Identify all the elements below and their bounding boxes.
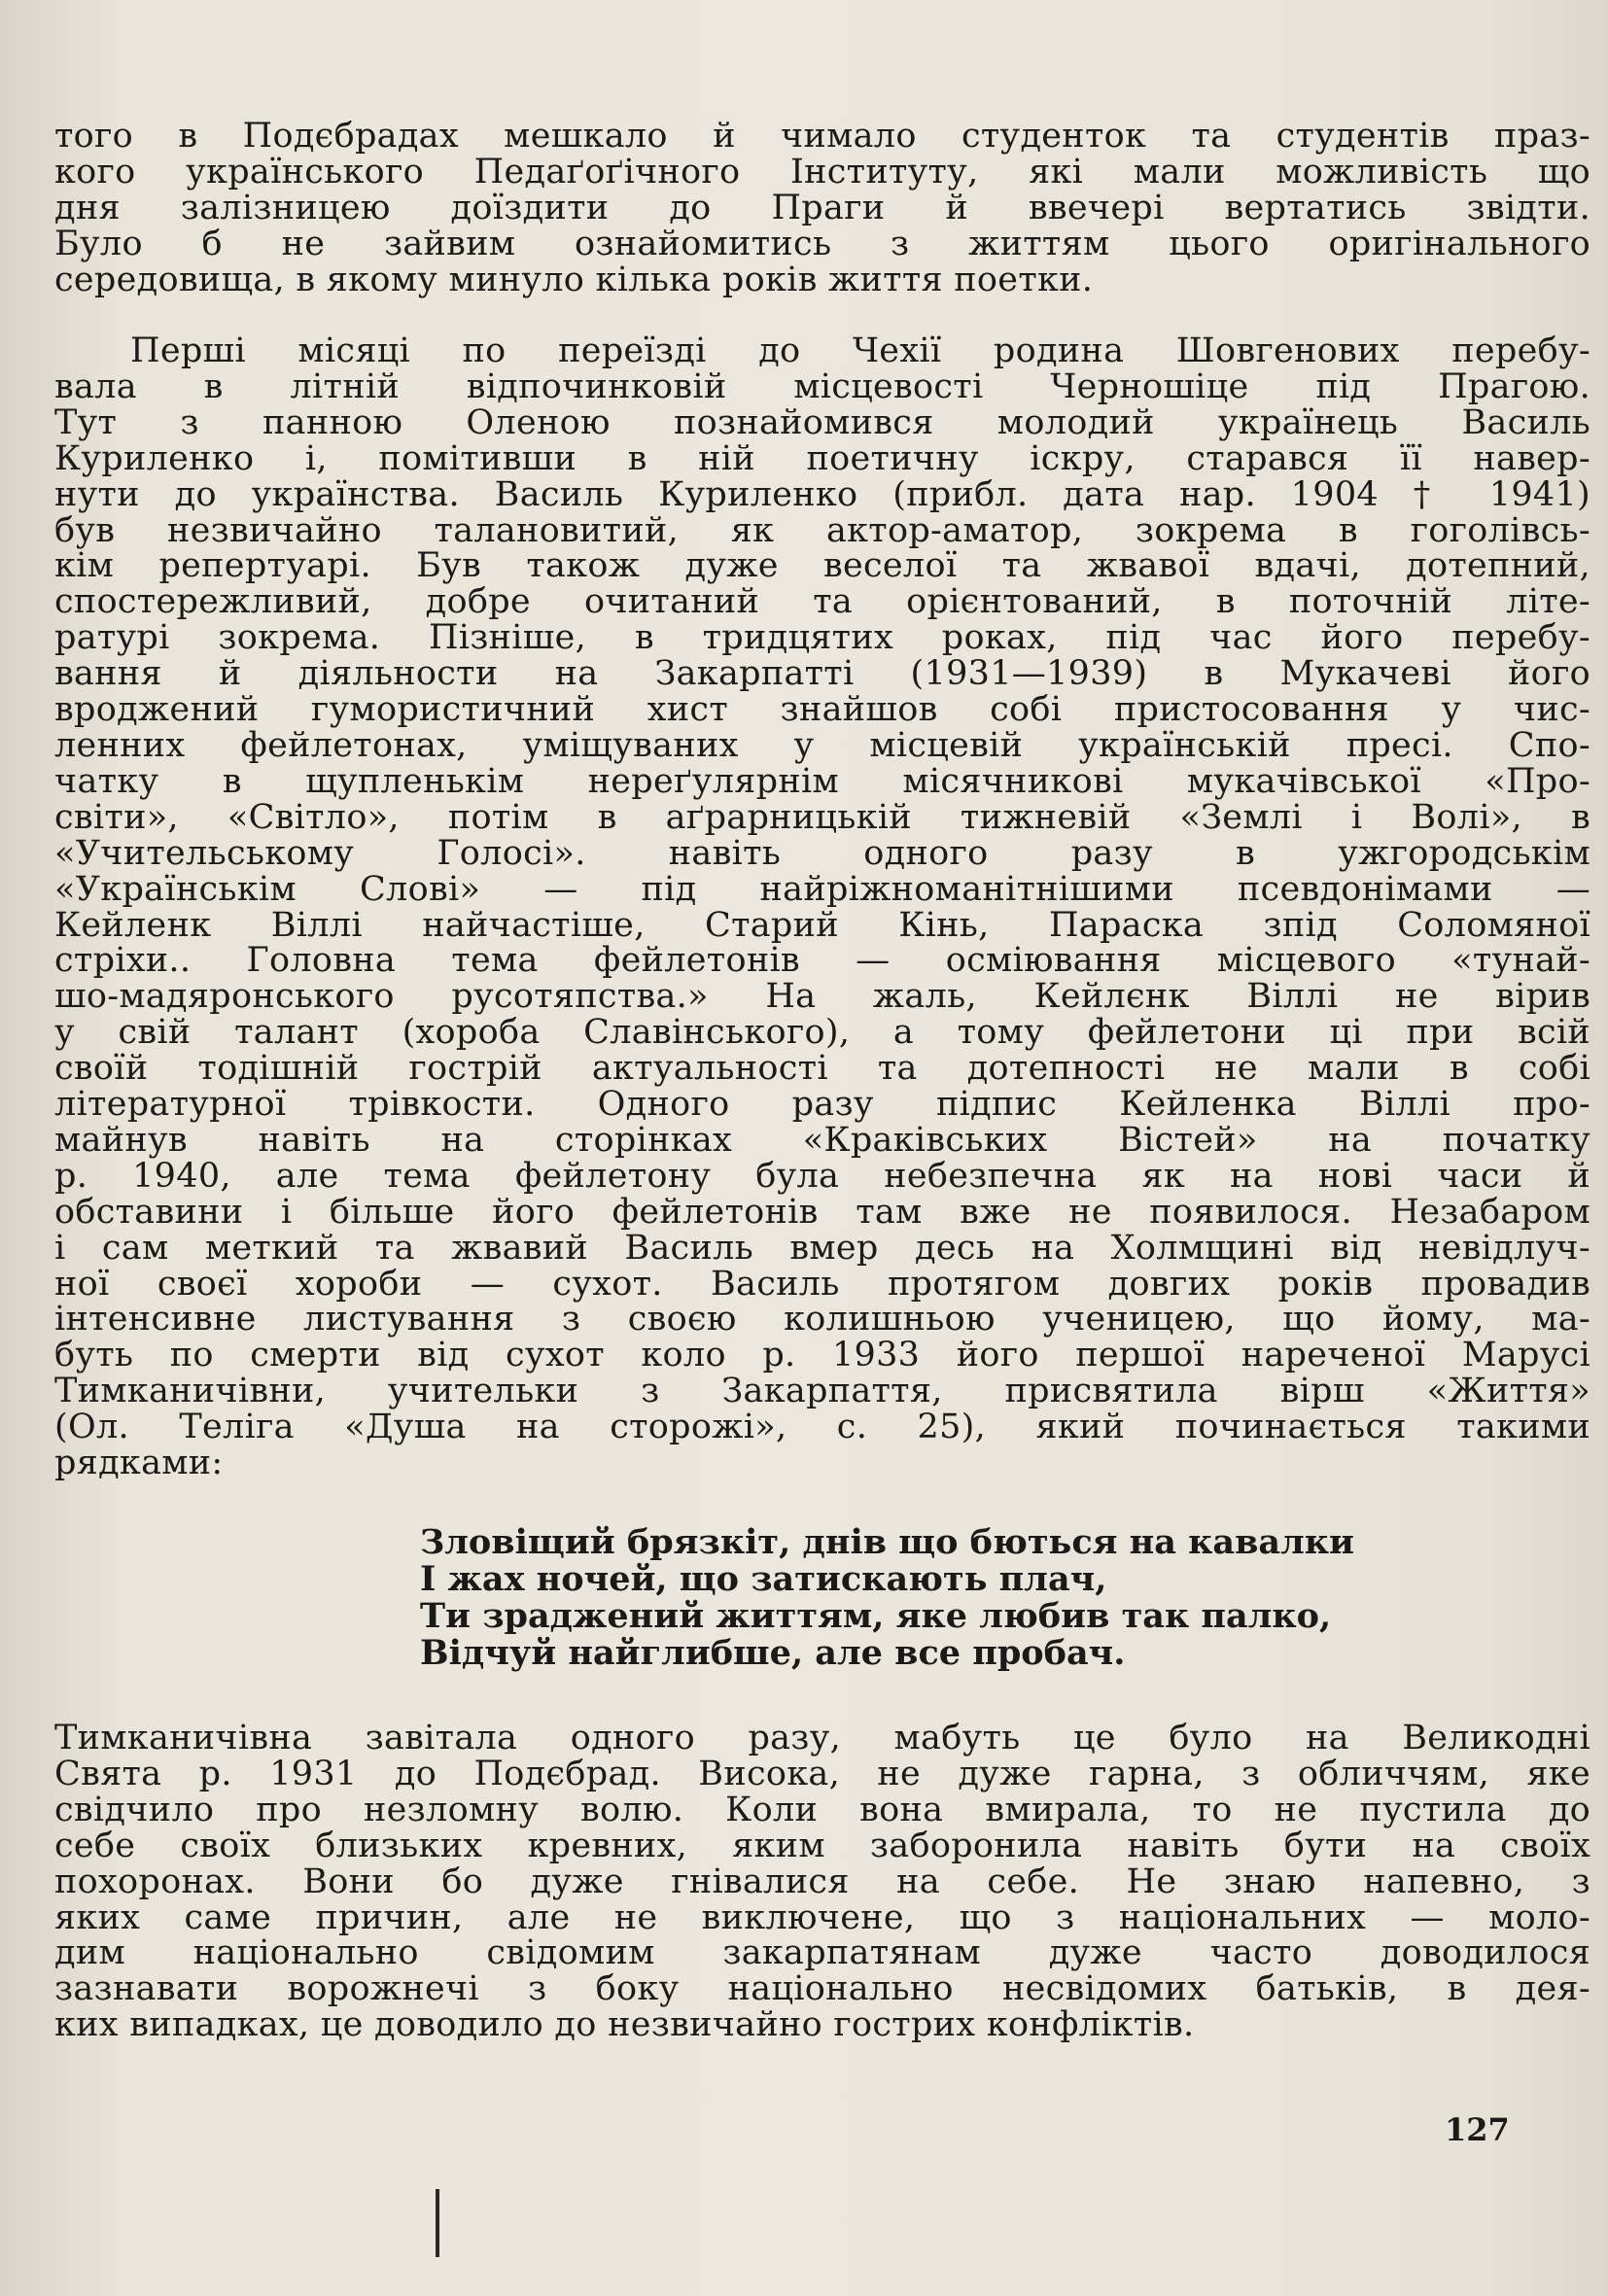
text-line: у свій талант (хороба Славінського), а тому фейлетони ці при всій bbox=[54, 1013, 1591, 1053]
text-line: буть по смерти від сухот коло р. 1933 його першої нареченої Марусі bbox=[54, 1336, 1591, 1375]
text-line: того в Подєбрадах мешкало й чимало студенток та студентів праз- bbox=[54, 117, 1591, 156]
text-line: середовища, в якому минуло кілька років життя поетки. bbox=[54, 260, 1094, 299]
text-line: Перші місяці по переїзді до Чехії родина Шовгенових перебу- bbox=[130, 331, 1591, 370]
text-line: ких випадках, це доводило до незвичайно гострих конфліктів. bbox=[54, 2005, 1195, 2045]
text-line: зазнавати ворожнечі з боку національно несвідомих батьків, в дея- bbox=[54, 1969, 1591, 2009]
text-line: ратурі зокрема. Пізніше, в тридцятих роках, під час його перебу- bbox=[54, 618, 1591, 658]
text-line: чатку в щупленькім нереґулярнім місячникові мукачівської «Про- bbox=[54, 761, 1591, 801]
text-line: Тимканичівни, учительки з Закарпаття, присвятила вірш «Життя» bbox=[54, 1372, 1591, 1411]
text-line: Свята р. 1931 до Подєбрад. Висока, не дуже гарна, з обличчям, яке bbox=[54, 1754, 1591, 1793]
text-line: Кейленк Віллі найчастіше, Старий Кінь, Параска зпід Соломяної bbox=[54, 905, 1591, 945]
text-line: рядками: bbox=[54, 1444, 224, 1483]
text-line: (Ол. Теліга «Душа на сторожі», с. 25), який починається такими bbox=[54, 1408, 1591, 1447]
text-line: дим національно свідомим закарпатянам дуже часто доводилося bbox=[54, 1933, 1591, 1973]
text-line: нути до українства. Василь Куриленко (прибл. дата нар. 1904 † 1941) bbox=[54, 474, 1591, 514]
paragraph-3 bbox=[54, 1721, 1591, 2043]
text-line: ної своєї хороби — сухот. Василь протягом довгих років провадив bbox=[54, 1264, 1591, 1304]
text-line: світи», «Світло», потім в аґрарницькій тижневій «Землі і Волі», в bbox=[54, 797, 1591, 837]
text-line: Було б не зайвим ознайомитись з життям цього оригінального bbox=[54, 224, 1591, 263]
poem-line: Ти зраджений життям, яке любив так палко, bbox=[420, 1596, 1332, 1636]
text-line: і сам меткий та жвавий Василь вмер десь на Холмщині від невідлуч- bbox=[54, 1228, 1591, 1268]
text-line: «Учительському Голосі». навіть одного разу в ужгородськім bbox=[54, 833, 1591, 873]
text-line: Куриленко і, помітивши в ній поетичну іскру, старався її навер- bbox=[54, 438, 1591, 478]
poem-quote bbox=[420, 1524, 1441, 1672]
poem-line: Зловіщий брязкіт, днів що бються на кавалки bbox=[420, 1522, 1355, 1562]
text-line: стріхи.. Головна тема фейлетонів — осміювання місцевого «тунай- bbox=[54, 941, 1591, 981]
text-line: своїй тодішній гострій актуальності та дотепності не мали в собі bbox=[54, 1049, 1591, 1089]
text-line: дня залізницею доїздити до Праги й ввечері вертатись звідти. bbox=[54, 188, 1591, 227]
text-line: похоронах. Вони бо дуже гнівалися на себе. Не знаю напевно, з bbox=[54, 1861, 1591, 1901]
text-line: вання й діяльности на Закарпатті (1931—1939) в Мукачеві його bbox=[54, 654, 1591, 694]
paragraph-1 bbox=[54, 119, 1591, 298]
text-line: майнув навіть на сторінках «Краківських Вістей» на початку bbox=[54, 1120, 1591, 1160]
text-line: інтенсивне листування з своєю колишньою ученицею, що йому, ма- bbox=[54, 1300, 1591, 1339]
text-line: літературної трівкости. Одного разу підпис Кейленка Віллі про- bbox=[54, 1085, 1591, 1125]
text-line: ленних фейлетонах, уміщуваних у місцевій українській пресі. Спо- bbox=[54, 725, 1591, 765]
text-line: Тимканичівна завітала одного разу, мабуть це було на Великодні bbox=[54, 1719, 1591, 1757]
text-line: Тут з панною Оленою познайомився молодий українець Василь bbox=[54, 402, 1591, 442]
text-line: «Українськім Слові» — під найріжноманітнішими псевдонімами — bbox=[54, 869, 1591, 909]
text-line: був незвичайно талановитий, як актор-аматор, зокрема в гоголівсь- bbox=[54, 510, 1591, 550]
binding-mark bbox=[436, 2189, 439, 2257]
text-line: вала в літній відпочинковій місцевості Черношіце під Прагою. bbox=[54, 366, 1591, 406]
text-line: кого українського Педаґоґічного Інституту, які мали можливість що bbox=[54, 152, 1591, 191]
poem-line: І жах ночей, що затискають плач, bbox=[420, 1559, 1107, 1599]
text-line: р. 1940, але тема фейлетону була небезпечна як на нові часи й bbox=[54, 1156, 1591, 1196]
paragraph-2 bbox=[54, 333, 1591, 1481]
text-line: вроджений гумористичний хист знайшов собі пристосовання у чис- bbox=[54, 690, 1591, 730]
text-line: кім репертуарі. Був також дуже веселої та жвавої вдачі, дотепний, bbox=[54, 546, 1591, 586]
text-line: спостережливий, добре очитаний та орієнтований, в поточній літе- bbox=[54, 582, 1591, 622]
text-line: яких саме причин, але не виключене, що з національних — моло- bbox=[54, 1897, 1591, 1937]
text-line: шо-мадяронського русотяпства.» На жаль, Кейлєнк Віллі не вірив bbox=[54, 977, 1591, 1017]
text-line: обставини і більше його фейлетонів там вже не появилося. Незабаром bbox=[54, 1192, 1591, 1232]
text-line: себе своїх близьких кревних, яким заборонила навіть бути на своїх bbox=[54, 1826, 1591, 1865]
poem-line: Відчуй найглибше, але все пробач. bbox=[420, 1633, 1126, 1673]
text-line: свідчило про незломну волю. Коли вона вмирала, то не пустила до bbox=[54, 1790, 1591, 1829]
page-number: 127 bbox=[1445, 2111, 1510, 2148]
